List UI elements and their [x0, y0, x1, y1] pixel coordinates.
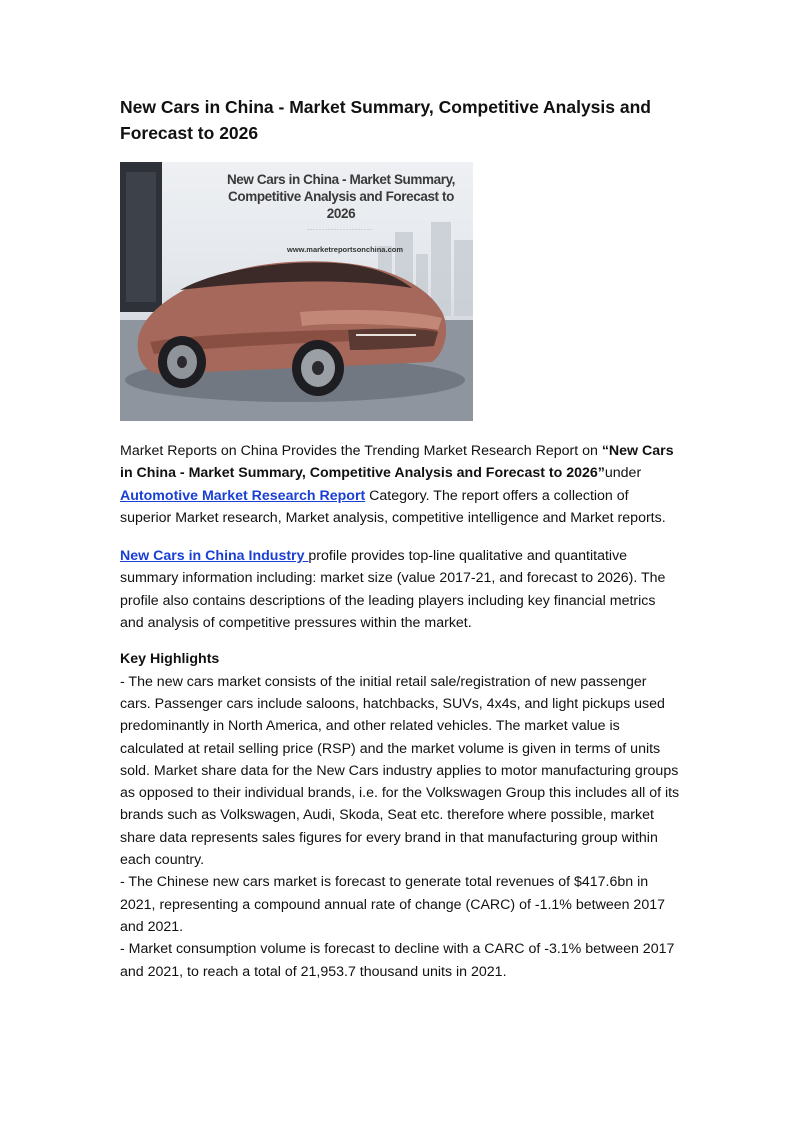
key-highlights-heading: Key Highlights: [120, 651, 220, 668]
hero-image-url: www.marketreportsonchina.com: [286, 245, 403, 254]
hero-image-title: New Cars in China - Market Summary, Competitive Analysis and Forecast to 2026: [226, 172, 456, 221]
document-title: New Cars in China - Market Summary, Competitive Analysis and Forecast to 2026: [120, 97, 651, 143]
intro-rest: Category. The report offers a collection of superior Market research, Market analysis, competitive intelligence and Market reports.: [120, 487, 666, 526]
hero-image: [120, 162, 473, 421]
profile-paragraph: [120, 545, 680, 634]
key-highlights: [120, 648, 680, 982]
hero-image-dots: ······················: [307, 227, 373, 233]
intro-lead: Market Reports on China Provides the Trending Market Research Report on: [120, 443, 602, 459]
highlight-item: - The Chinese new cars market is forecast to generate total revenues of $417.6bn in 2021, representing a compound annual rate of change (CARC) of -1.1% between 2017 and 2021.: [120, 874, 665, 935]
document-page: [120, 94, 680, 983]
report-name: “New Cars in China - Market Summary, Competitive Analysis and Forecast to 2026”: [120, 443, 674, 482]
industry-link[interactable]: New Cars in China Industry: [120, 548, 309, 565]
category-link[interactable]: Automotive Market Research Report: [120, 487, 366, 504]
intro-paragraph: [120, 440, 680, 529]
highlight-item: - Market consumption volume is forecast to decline with a CARC of -3.1% between 2017 and 2021, to reach a total of 21,953.7 thousand units in 2021.: [120, 941, 675, 980]
profile-text: profile provides top-line qualitative and quantitative summary information including: market size (value 2017-21, and forecast to 2026). The profile also contains descriptions of the leading players including key financial metrics and analysis of competitive pressures within the market.: [120, 548, 666, 632]
highlight-item: - The new cars market consists of the initial retail sale/registration of new passenger cars. Passenger cars include saloons, hatchbacks, SUVs, 4x4s, and light pickups used predominantly in North America, and other related vehicles. The market value is calculated at retail selling price (RSP) and the market volume is given in terms of units sold. Market share data for the New Cars industry applies to motor manufacturing groups as opposed to their individual brands, i.e. for the Volkswagen Group this includes all of its brands such as Volkswagen, Audi, Skoda, Seat etc. therefore where possible, market share data represents sales figures for every brand in that manufacturing group within each country.: [120, 673, 680, 869]
intro-under: under: [604, 465, 642, 482]
